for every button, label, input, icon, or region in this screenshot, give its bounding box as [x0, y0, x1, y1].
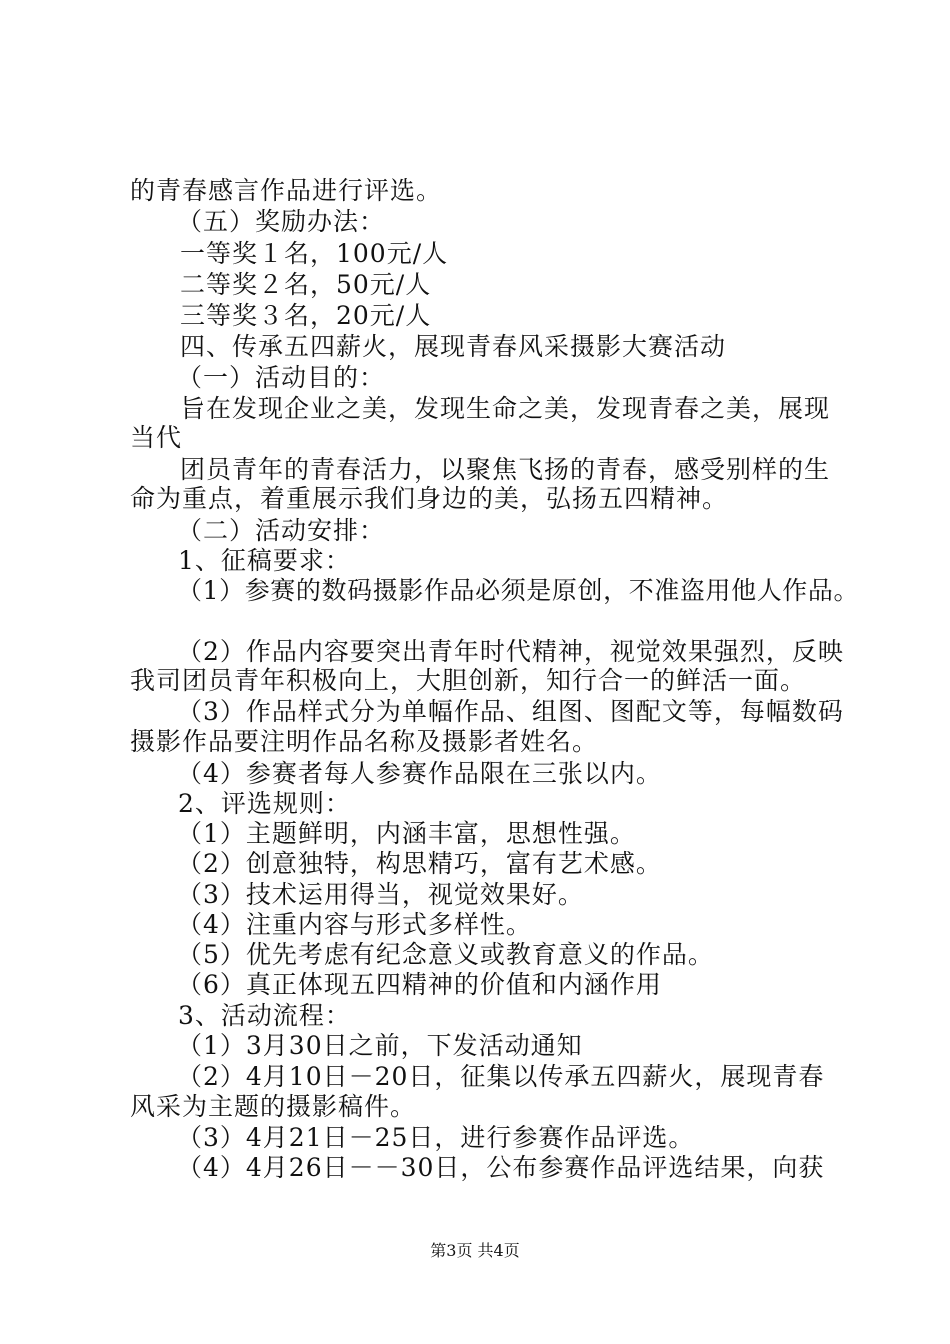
text-line: 的青春感言作品进行评选。 [130, 176, 443, 205]
section-heading: 四、传承五四薪火，展现青春风采摄影大赛活动 [180, 332, 727, 361]
text-line: 3、活动流程： [178, 1001, 351, 1030]
text-line: （4）参赛者每人参赛作品限在三张以内。 [177, 759, 662, 788]
text-line: 摄影作品要注明作品名称及摄影者姓名。 [130, 727, 599, 756]
text-line: 1、征稿要求： [178, 546, 351, 575]
text-line: 团员青年的青春活力，以聚焦飞扬的青春，感受别样的生 [180, 455, 831, 484]
text-line: （2）创意独特，构思精巧，富有艺术感。 [177, 849, 662, 878]
text-line: 三等奖３名，20元/人 [180, 301, 432, 330]
text-line: （2）4月10日－20日，征集以传承五四薪火，展现青春 [177, 1062, 825, 1091]
text-line: （4）注重内容与形式多样性。 [177, 910, 532, 939]
text-line: （3）技术运用得当，视觉效果好。 [177, 880, 584, 909]
text-line: （五）奖励办法： [177, 207, 386, 236]
text-line: （1）参赛的数码摄影作品必须是原创，不准盗用他人作品。 [177, 576, 860, 605]
text-line: （3）作品样式分为单幅作品、组图、图配文等，每幅数码 [177, 697, 844, 726]
page-number: 第3页 共4页 [430, 1241, 520, 1260]
text-line: （1）3月30日之前，下发活动通知 [177, 1031, 583, 1060]
text-line: 命为重点，着重展示我们身边的美，弘扬五四精神。 [130, 484, 729, 513]
text-line: （3）4月21日－25日，进行参赛作品评选。 [177, 1123, 695, 1152]
text-line: 旨在发现企业之美，发现生命之美，发现青春之美，展现 [180, 394, 831, 423]
text-line: 风采为主题的摄影稿件。 [130, 1092, 417, 1121]
text-line: 我司团员青年积极向上，大胆创新，知行合一的鲜活一面。 [130, 666, 807, 695]
text-line: （4）4月26日－－30日，公布参赛作品评选结果，向获 [177, 1153, 825, 1182]
text-line: 二等奖２名，50元/人 [180, 270, 432, 299]
text-line: （二）活动安排： [177, 516, 386, 545]
text-line: 2、评选规则： [178, 789, 351, 818]
text-line: 一等奖１名，100元/人 [180, 239, 449, 268]
text-line: （5）优先考虑有纪念意义或教育意义的作品。 [177, 940, 714, 969]
text-line: （6）真正体现五四精神的价值和内涵作用 [177, 970, 662, 999]
text-line: （2）作品内容要突出青年时代精神，视觉效果强烈，反映 [177, 637, 844, 666]
text-line: （一）活动目的： [177, 363, 386, 392]
text-line: 当代 [130, 423, 183, 452]
text-line: （1）主题鲜明，内涵丰富，思想性强。 [177, 819, 636, 848]
